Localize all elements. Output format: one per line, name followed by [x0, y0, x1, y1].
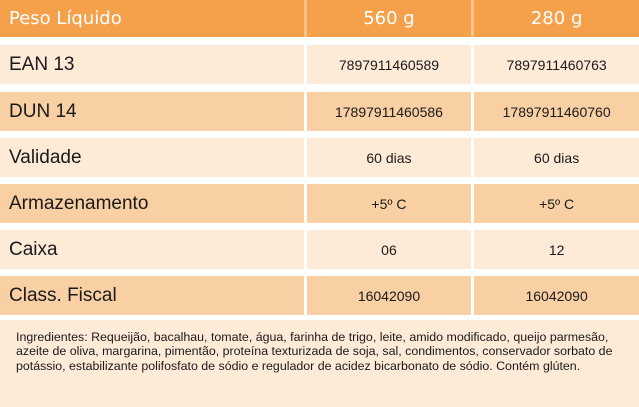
- row-label: Caixa: [9, 238, 58, 260]
- header-560g: 560 g: [363, 8, 415, 29]
- row-label: DUN 14: [9, 100, 77, 122]
- value-560g: +5º C: [371, 195, 407, 212]
- header-280g: 280 g: [530, 8, 583, 29]
- value-560g: 06: [381, 241, 397, 258]
- row-dun14: [0, 92, 639, 131]
- value-280g: 12: [548, 241, 565, 258]
- value-280g: 17897911460760: [502, 103, 611, 120]
- row-validade: [0, 138, 639, 177]
- value-560g: 7897911460589: [338, 56, 440, 73]
- row-label: Armazenamento: [9, 192, 149, 214]
- ingredients-text: Ingredientes: Requeijão, bacalhau, tomate, água, farinha de trigo, leite, amido modificado, queijo parmesão, azeite de oliva, margarina, pimentão, proteína texturizada de soja, sal, condimentos, conservador sorbato de potássio, estabilizante polifosfato de sódio e regulador de acidez bicarbonato de sódio. Contém glúten.: [0, 320, 639, 407]
- value-560g: 16042090: [357, 287, 421, 304]
- value-280g: +5º C: [539, 195, 575, 212]
- row-ean13: [0, 45, 639, 84]
- value-280g: 60 dias: [534, 149, 580, 166]
- row-label: EAN 13: [9, 53, 75, 75]
- value-560g: 17897911460586: [334, 103, 443, 120]
- value-280g: 7897911460763: [506, 56, 607, 73]
- header-row: [0, 0, 639, 37]
- row-armazenamento: [0, 184, 639, 223]
- value-560g: 60 dias: [366, 149, 412, 166]
- row-label: Class. Fiscal: [9, 284, 117, 306]
- row-caixa: [0, 230, 639, 269]
- row-class-fiscal: [0, 276, 639, 315]
- row-label: Validade: [9, 146, 82, 168]
- value-280g: 16042090: [525, 287, 588, 304]
- header-label: Peso Líquido: [9, 8, 122, 29]
